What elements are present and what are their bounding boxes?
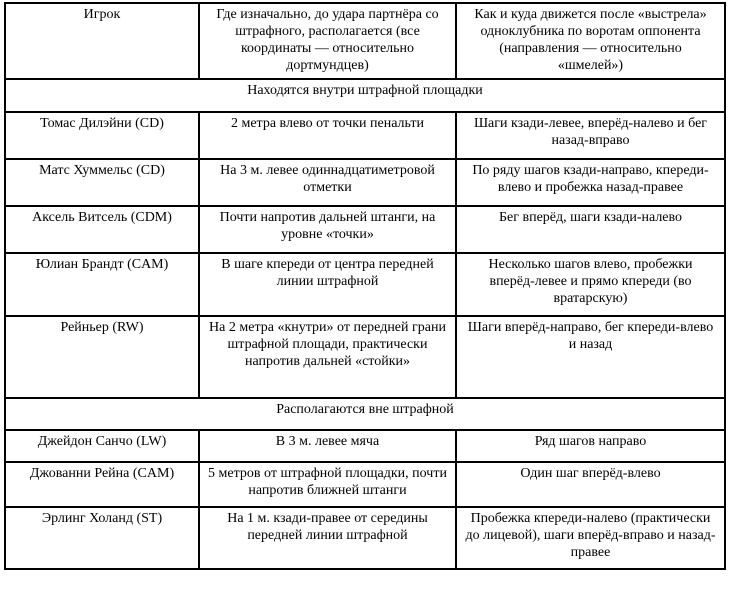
initial-position-cell: 2 метра влево от точки пенальти bbox=[199, 112, 456, 159]
initial-position-cell: На 3 м. левее одиннадцатиметровой отметки bbox=[199, 159, 456, 206]
section-row-inside-box bbox=[5, 79, 725, 112]
initial-position-cell: В шаге кпереди от центра передней линии штрафной bbox=[199, 253, 456, 316]
player-row bbox=[5, 206, 725, 253]
header-position-cell: Где изначально, до удара партнёра со штрафного, располагается (все координаты — относительно дортмундцев) bbox=[199, 3, 456, 79]
player-row bbox=[5, 430, 725, 462]
player-row bbox=[5, 253, 725, 316]
section-title-cell: Находятся внутри штрафной площадки bbox=[5, 79, 725, 112]
movement-cell: Пробежка кпереди-налево (практически до лицевой), шаги вперёд-вправо и назад-правее bbox=[456, 507, 725, 569]
movement-cell: Шаги кзади-левее, вперёд-налево и бег назад-вправо bbox=[456, 112, 725, 159]
movement-cell: Шаги вперёд-направо, бег кпереди-влево и назад bbox=[456, 316, 725, 398]
player-name-cell: Томас Дилэйни (CD) bbox=[5, 112, 199, 159]
player-row bbox=[5, 316, 725, 398]
lineup-table bbox=[4, 2, 726, 570]
player-name-cell: Юлиан Брандт (CAM) bbox=[5, 253, 199, 316]
movement-cell: Бег вперёд, шаги кзади-налево bbox=[456, 206, 725, 253]
movement-cell: Один шаг вперёд-влево bbox=[456, 462, 725, 507]
player-row bbox=[5, 507, 725, 569]
player-row bbox=[5, 462, 725, 507]
section-row-outside-box bbox=[5, 398, 725, 430]
player-name-cell: Джованни Рейна (CAM) bbox=[5, 462, 199, 507]
header-player-cell: Игрок bbox=[5, 3, 199, 79]
player-row bbox=[5, 159, 725, 206]
initial-position-cell: В 3 м. левее мяча bbox=[199, 430, 456, 462]
movement-cell: Ряд шагов направо bbox=[456, 430, 725, 462]
section-title-cell: Располагаются вне штрафной bbox=[5, 398, 725, 430]
player-name-cell: Джейдон Санчо (LW) bbox=[5, 430, 199, 462]
table-header-row bbox=[5, 3, 725, 79]
initial-position-cell: Почти напротив дальней штанги, на уровне «точки» bbox=[199, 206, 456, 253]
header-movement-cell: Как и куда движется после «выстрела» одноклубника по воротам оппонента (направления — относительно «шмелей») bbox=[456, 3, 725, 79]
movement-cell: По ряду шагов кзади-направо, кпереди-влево и пробежка назад-правее bbox=[456, 159, 725, 206]
initial-position-cell: На 2 метра «кнутри» от передней грани штрафной площади, практически напротив дальней «стойки» bbox=[199, 316, 456, 398]
initial-position-cell: На 1 м. кзади-правее от середины передней линии штрафной bbox=[199, 507, 456, 569]
player-name-cell: Эрлинг Холанд (ST) bbox=[5, 507, 199, 569]
player-name-cell: Аксель Витсель (CDM) bbox=[5, 206, 199, 253]
movement-cell: Несколько шагов влево, пробежки вперёд-левее и прямо кпереди (во вратарскую) bbox=[456, 253, 725, 316]
player-name-cell: Матс Хуммельс (CD) bbox=[5, 159, 199, 206]
player-row bbox=[5, 112, 725, 159]
player-name-cell: Рейньер (RW) bbox=[5, 316, 199, 398]
initial-position-cell: 5 метров от штрафной площадки, почти напротив ближней штанги bbox=[199, 462, 456, 507]
